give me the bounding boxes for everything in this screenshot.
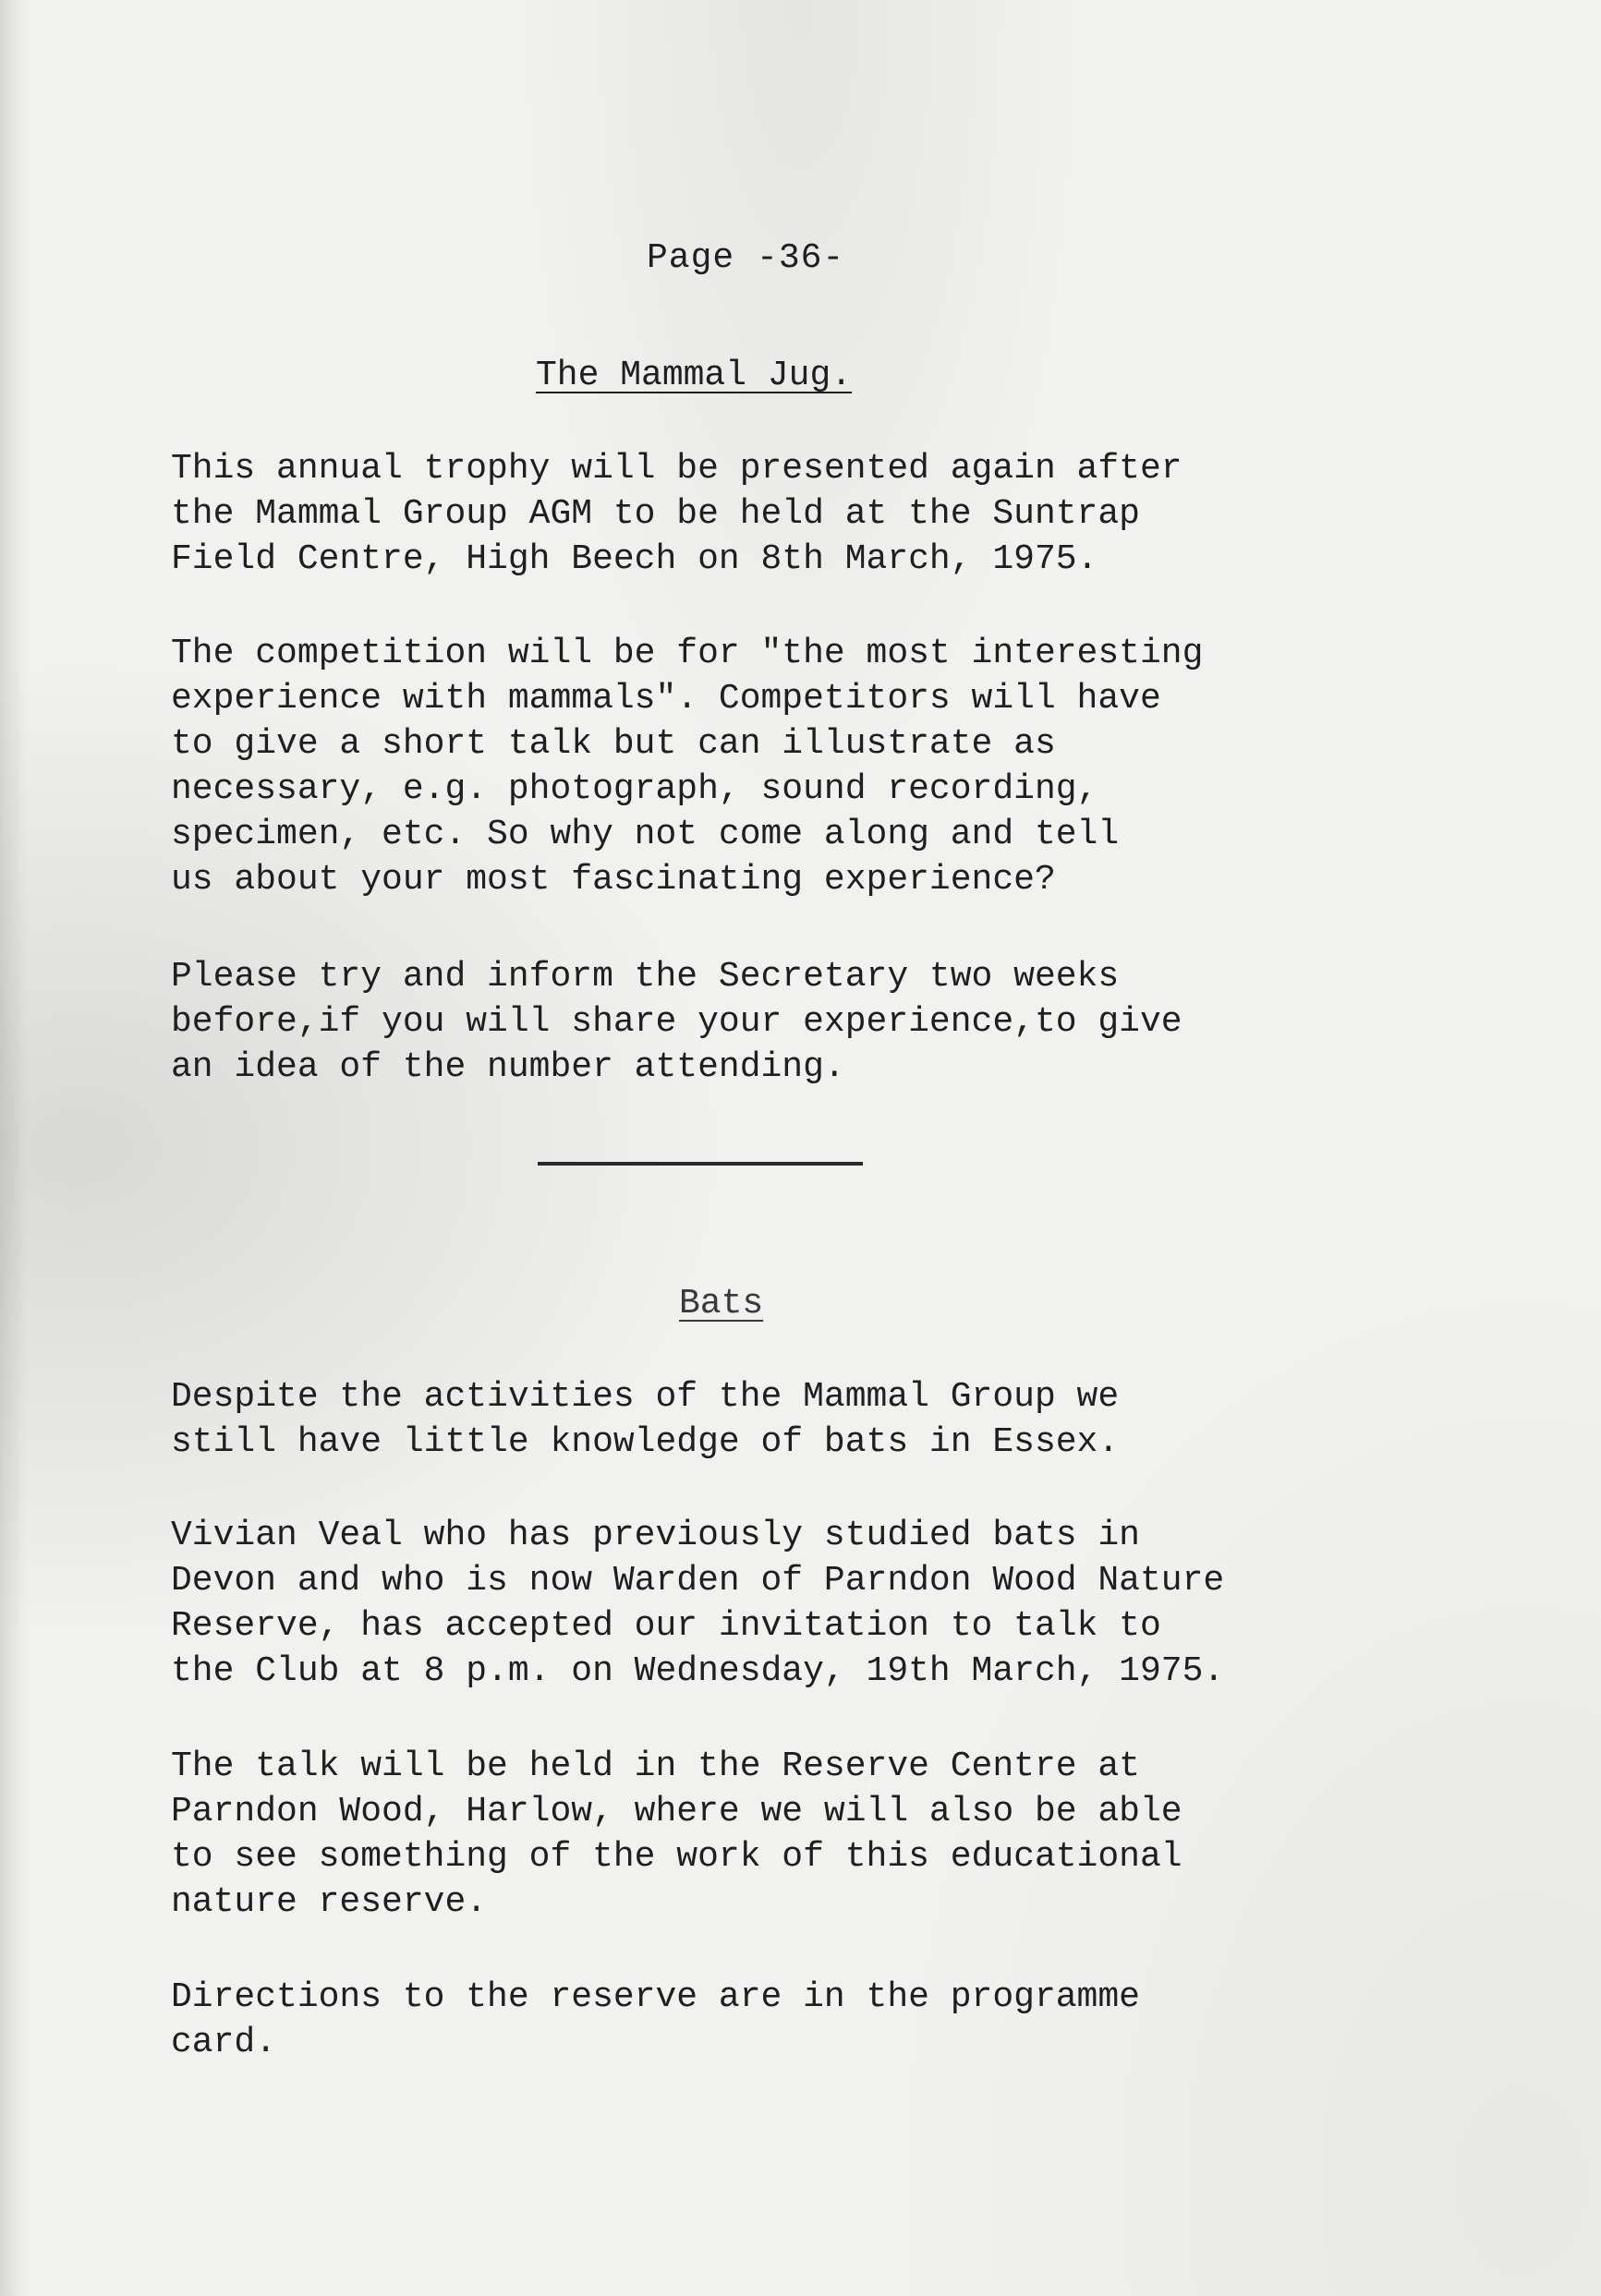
mammal-jug-paragraph-1: This annual trophy will be presented again after the Mammal Group AGM to be held at the Suntrap Field Centre, High Beech on 8th March, 1975. [171,449,1183,579]
page-edge-shadow [0,0,28,2296]
page-number: Page -36- [647,238,845,278]
bats-paragraph-1: Despite the activities of the Mammal Group we still have little knowledge of bats in Essex. [171,1377,1120,1462]
section-divider [538,1162,863,1166]
mammal-jug-paragraph-2: The competition will be for "the most interesting experience with mammals". Competitors will have to give a short talk but can illustrate as necessary, e.g. photograph, sound recording, specimen, etc. So why not come along and tell us about your most fascinating experience? [171,634,1204,900]
bats-paragraph-4: Directions to the reserve are in the programme card. [171,1977,1140,2062]
bats-paragraph-2: Vivian Veal who has previously studied bats in Devon and who is now Warden of Parndon Wood Nature Reserve, has accepted our invitation to talk to the Club at 8 p.m. on Wednesday, 19th March, 1975. [171,1516,1225,1691]
bats-paragraph-3: The talk will be held in the Reserve Centre at Parndon Wood, Harlow, where we will also be able to see something of the work of this educational nature reserve. [171,1746,1183,1922]
mammal-jug-paragraph-3: Please try and inform the Secretary two weeks before,if you will share your experience,to give an idea of the number attending. [171,957,1183,1087]
bats-heading: Bats [679,1284,764,1323]
mammal-jug-heading: The Mammal Jug. [536,356,853,395]
